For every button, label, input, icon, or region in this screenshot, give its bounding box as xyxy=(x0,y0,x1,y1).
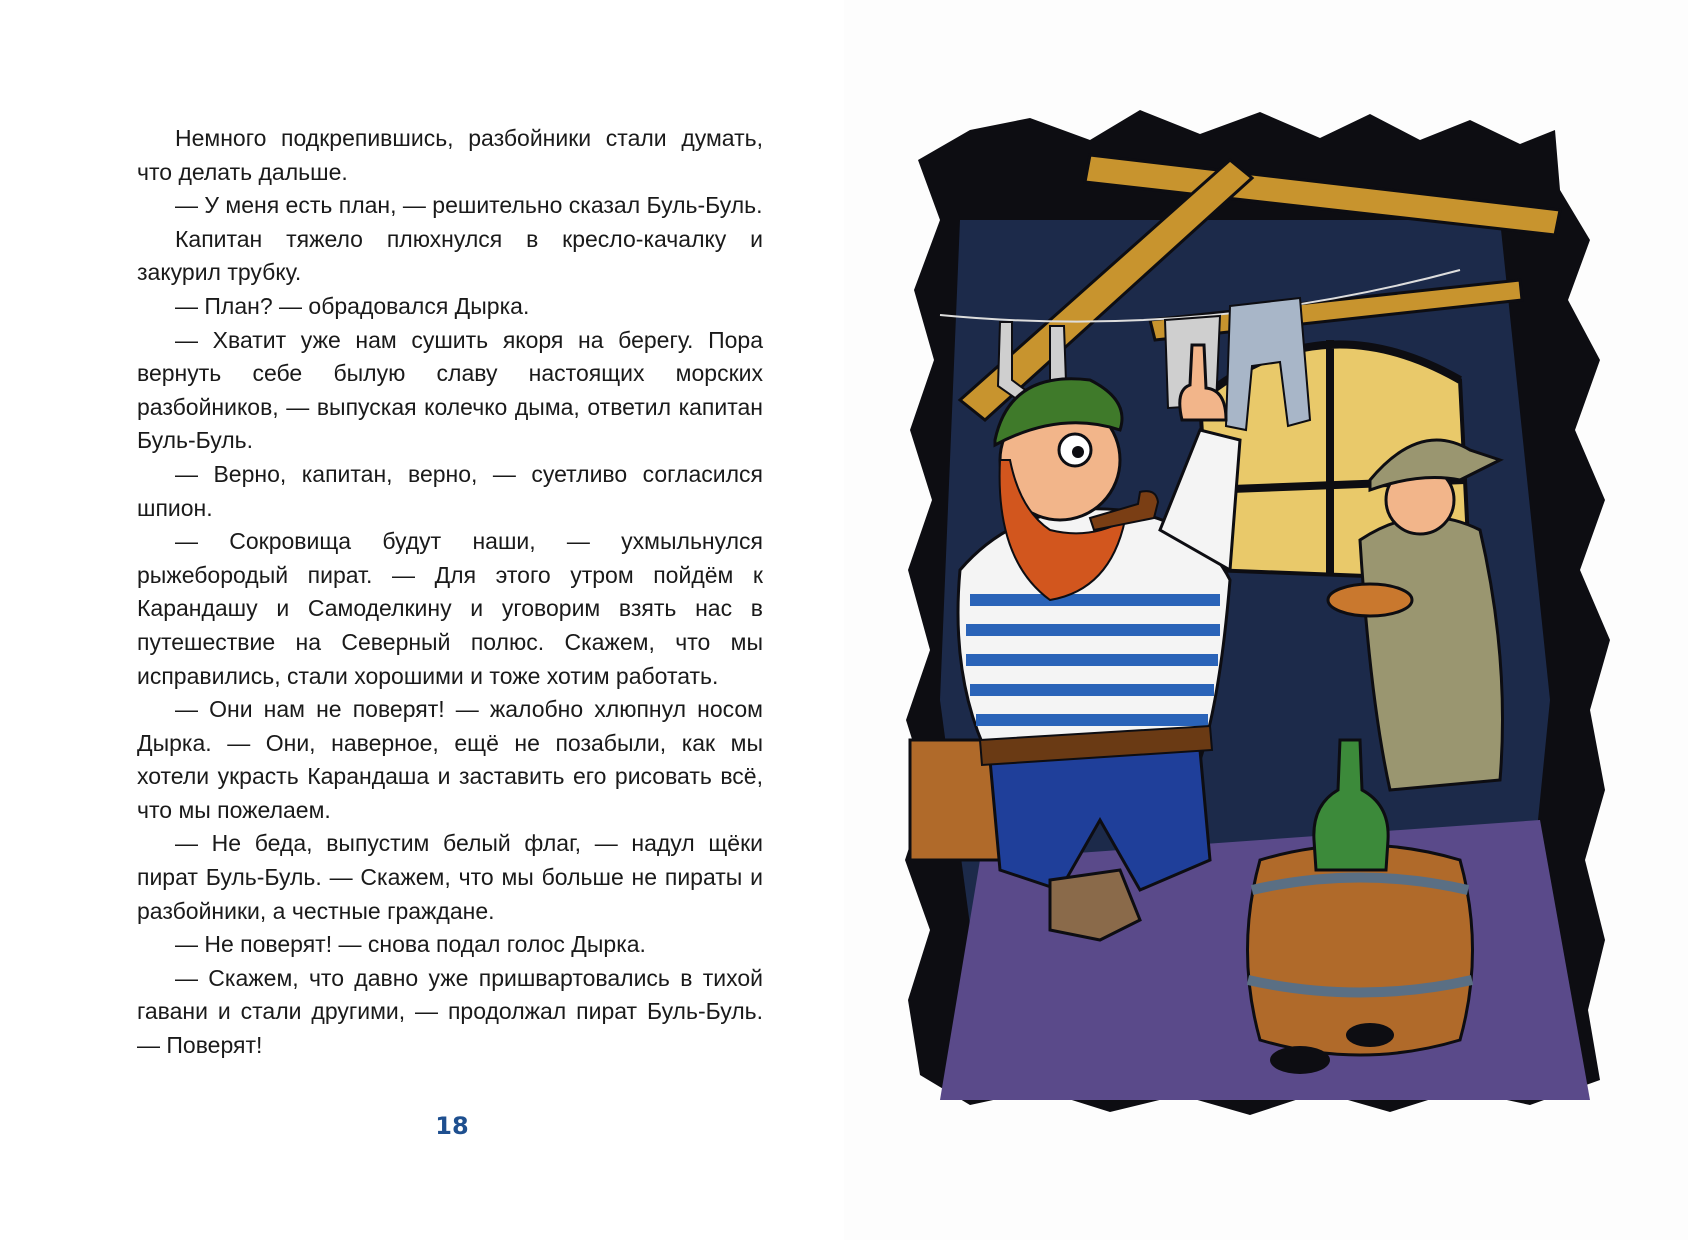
paragraph: — Хватит уже нам сушить якоря на берегу. Пора вернуть себе былую славу настоящих морских разбойников, — выпуская колечко дыма, ответил капитан Буль-Буль. xyxy=(137,326,763,454)
spy-coat xyxy=(1360,517,1503,790)
rat xyxy=(1270,1046,1330,1074)
paragraph: — У меня есть план, — решительно сказал Буль-Буль. xyxy=(175,192,763,219)
paragraph: Капитан тяжело плюхнулся в кресло-качалку и закурил трубку. xyxy=(137,225,763,286)
paragraph: — Верно, капитан, верно, — суетливо согласился шпион. xyxy=(137,460,763,521)
story-text xyxy=(137,122,763,1063)
paragraph: Немного подкрепившись, разбойники стали думать, что делать дальше. xyxy=(137,125,763,185)
pirates-in-attic-illustration xyxy=(900,100,1610,1120)
pirate-pupil xyxy=(1072,446,1084,458)
paragraph: — Скажем, что давно уже пришвартовались в тихой гавани и стали другими, — продолжал пират Буль-Буль. — Поверят! xyxy=(137,964,763,1059)
page-number: 18 xyxy=(435,1112,469,1140)
paragraph: — Они нам не поверят! — жалобно хлюпнул носом Дырка. — Они, наверное, ещё не позабыли, как мы хотели украсть Карандаша и заставить его рисовать всё, что мы пожелаем. xyxy=(137,696,763,823)
paragraph: — Сокровища будут наши, — ухмыльнулся рыжебородый пират. — Для этого утром пойдём к Карандашу и Самоделкину и уговорим взять нас в путешествие на Северный полюс. Скажем, что мы исправились, стали хорошими и тоже хотим работать. xyxy=(137,528,763,689)
soup-bowl xyxy=(1328,584,1412,616)
paragraph: — Не поверят! — снова подал голос Дырка. xyxy=(175,931,646,958)
paragraph: — План? — обрадовался Дырка. xyxy=(175,292,530,319)
paragraph: — Не беда, выпустим белый флаг, — надул щёки пират Буль-Буль. — Скажем, что мы больше не пираты и разбойники, а честные граждане. xyxy=(137,830,763,924)
rat xyxy=(1346,1023,1394,1047)
